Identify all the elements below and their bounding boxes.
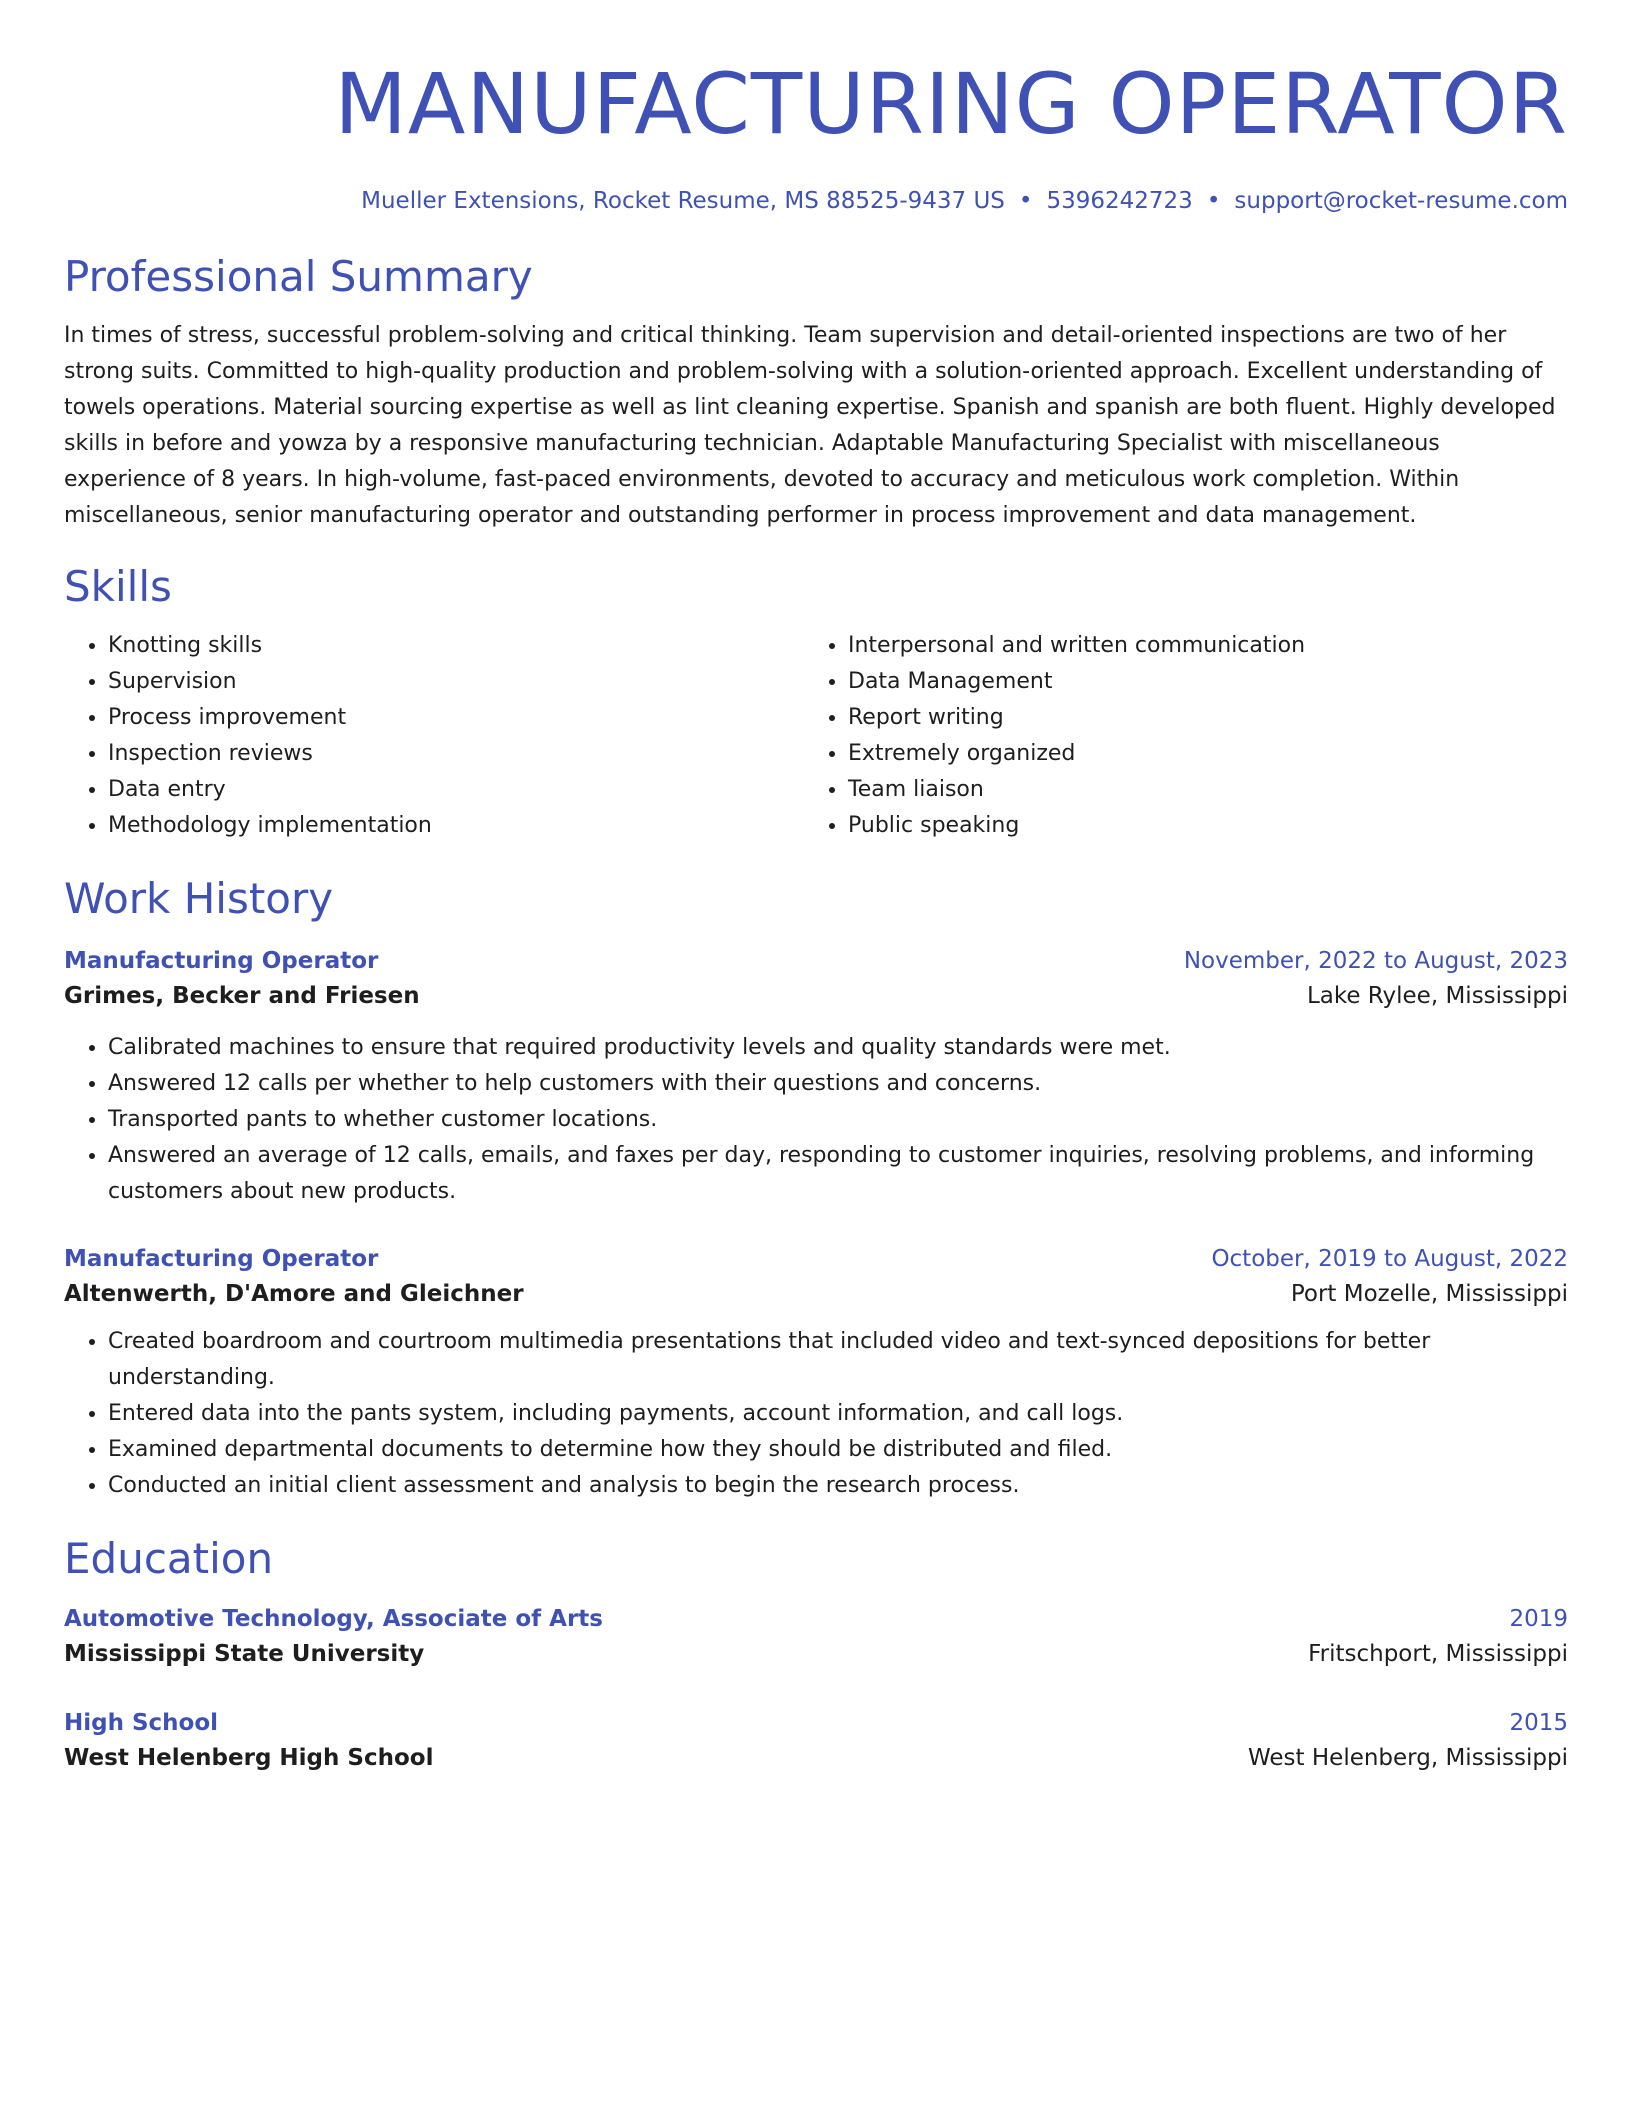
job-bullets xyxy=(64,1030,1568,1210)
summary-heading: Professional Summary xyxy=(64,252,533,301)
education-year: 2015 xyxy=(1509,1710,1568,1736)
job-bullet: • Answered 12 calls per whether to help customers with their questions and concerns. xyxy=(108,1066,1568,1102)
job-location: Lake Rylee, Mississippi xyxy=(1306,983,1568,1009)
contact-separator: • xyxy=(1206,188,1221,214)
skill-item: • Public speaking xyxy=(848,808,1544,844)
job-location: Port Mozelle, Mississippi xyxy=(1290,1281,1568,1307)
skill-item: • Data Management xyxy=(848,664,1544,700)
skill-item: • Interpersonal and written communication xyxy=(848,628,1544,664)
job-company: Grimes, Becker and Friesen xyxy=(64,983,420,1009)
education-location: Fritschport, Mississippi xyxy=(1308,1641,1568,1667)
page-title: MANUFACTURING OPERATOR xyxy=(334,55,1568,153)
job-dates: October, 2019 to August, 2022 xyxy=(1211,1246,1568,1272)
skill-item: • Extremely organized xyxy=(848,736,1544,772)
job-role: Manufacturing Operator xyxy=(64,1246,379,1272)
job-bullet: • Examined departmental documents to determine how they should be distributed and filed. xyxy=(108,1432,1568,1468)
contact-address: Mueller Extensions, Rocket Resume, MS 88525-9437 US xyxy=(361,188,1005,214)
contact-line xyxy=(64,186,1568,216)
job-bullet: • Answered an average of 12 calls, emails, and faxes per day, responding to customer inquiries, resolving problems, and informing customers about new products. xyxy=(108,1138,1568,1210)
skill-item: • Knotting skills xyxy=(108,628,804,664)
job-bullet: • Conducted an initial client assessment and analysis to begin the research process. xyxy=(108,1468,1568,1504)
skill-item: • Supervision xyxy=(108,664,804,700)
work-history-heading: Work History xyxy=(64,874,334,923)
education-entry xyxy=(64,1602,1568,1672)
skills-column-right xyxy=(804,628,1544,844)
skills-heading: Skills xyxy=(64,562,172,611)
contact-email: support@rocket-resume.com xyxy=(1234,188,1568,214)
job-bullet: • Calibrated machines to ensure that required productivity levels and quality standards were met. xyxy=(108,1030,1568,1066)
job-role: Manufacturing Operator xyxy=(64,948,379,974)
education-degree: Automotive Technology, Associate of Arts xyxy=(64,1606,603,1632)
summary-text: In times of stress, successful problem-solving and critical thinking. Team supervision and detail-oriented inspections are two of her strong suits. Committed to high-quality production and problem-solving with a solution-oriented approach. Excellent understanding of towels operations. Material sourcing expertise as well as lint cleaning expertise. Spanish and spanish are both fluent. Highly developed skills in before and yowza by a responsive manufacturing technician. Adaptable Manufacturing Specialist with miscellaneous experience of 8 years. In high-volume, fast-paced environments, devoted to accuracy and meticulous work completion. Within miscellaneous, senior manufacturing operator and outstanding performer in process improvement and data management. xyxy=(64,323,1556,528)
skill-item: • Methodology implementation xyxy=(108,808,804,844)
job-bullet: • Created boardroom and courtroom multimedia presentations that included video and text-synced depositions for better understanding. xyxy=(108,1324,1568,1396)
skill-item: • Process improvement xyxy=(108,700,804,736)
education-year: 2019 xyxy=(1509,1606,1568,1632)
job-bullet: • Entered data into the pants system, including payments, account information, and call logs. xyxy=(108,1396,1568,1432)
resume-header xyxy=(64,0,1568,216)
skill-item: • Inspection reviews xyxy=(108,736,804,772)
education-entry xyxy=(64,1706,1568,1776)
skill-item: • Data entry xyxy=(108,772,804,808)
education-school: West Helenberg High School xyxy=(64,1745,434,1771)
job-bullets xyxy=(64,1324,1568,1504)
education-location: West Helenberg, Mississippi xyxy=(1248,1745,1568,1771)
education-degree: High School xyxy=(64,1710,219,1736)
skills-column-left xyxy=(64,628,804,844)
skill-item: • Report writing xyxy=(848,700,1544,736)
education-school: Mississippi State University xyxy=(64,1641,425,1667)
contact-separator: • xyxy=(1018,188,1033,214)
job-entry xyxy=(64,944,1568,1210)
education-heading: Education xyxy=(64,1534,274,1583)
contact-phone: 5396242723 xyxy=(1046,188,1193,214)
skills-list xyxy=(64,628,1568,844)
job-bullet: • Transported pants to whether customer locations. xyxy=(108,1102,1568,1138)
job-dates: November, 2022 to August, 2023 xyxy=(1183,948,1568,974)
job-entry xyxy=(64,1242,1568,1504)
job-company: Altenwerth, D'Amore and Gleichner xyxy=(64,1281,524,1307)
skill-item: • Team liaison xyxy=(848,772,1544,808)
